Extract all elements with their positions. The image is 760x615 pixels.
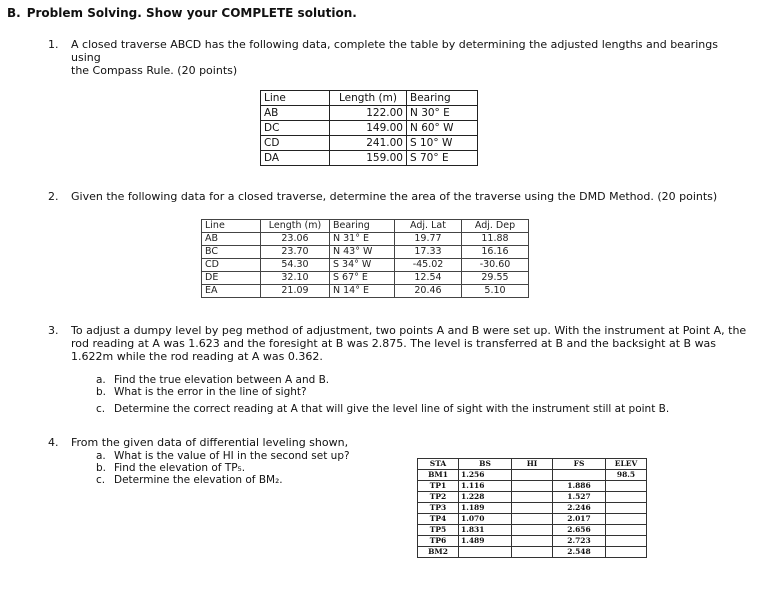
- table-cell: CD: [202, 259, 261, 272]
- subitem-text: Find the elevation of TP₅.: [114, 462, 246, 474]
- table-cell: 17.33: [395, 246, 462, 259]
- table-row: [202, 246, 529, 259]
- problem-4-number: 4.: [48, 436, 59, 449]
- problem-4-text: [71, 436, 401, 449]
- table-cell: N 43° W: [330, 246, 395, 259]
- table-cell: DA: [261, 151, 330, 166]
- subitem: [96, 374, 746, 386]
- table-cell: 1.116: [459, 481, 512, 492]
- table-cell: 2.723: [553, 536, 606, 547]
- table-row: [261, 136, 478, 151]
- column-header: Bearing: [330, 220, 395, 233]
- section-heading: [7, 6, 357, 20]
- problem-4-subitems: [96, 450, 416, 486]
- subitem-text: What is the error in the line of sight?: [114, 386, 307, 398]
- subitem: [96, 474, 416, 486]
- table-cell: AB: [202, 233, 261, 246]
- table-row: [418, 503, 647, 514]
- section-number: B.: [7, 6, 21, 20]
- table-cell: 1.070: [459, 514, 512, 525]
- subitem: [96, 386, 746, 398]
- column-header: Line: [261, 91, 330, 106]
- table-header-row: [418, 459, 647, 470]
- table-cell: 23.70: [261, 246, 330, 259]
- table-cell: TP6: [418, 536, 459, 547]
- table-cell: S 70° E: [407, 151, 478, 166]
- table-cell: BC: [202, 246, 261, 259]
- table-cell: TP1: [418, 481, 459, 492]
- table-cell: 1.831: [459, 525, 512, 536]
- table-cell: 32.10: [261, 272, 330, 285]
- table-row: [261, 121, 478, 136]
- table-cell: [553, 470, 606, 481]
- table-row: [261, 106, 478, 121]
- problem-3-text: [71, 324, 753, 363]
- table-cell: 159.00: [330, 151, 407, 166]
- table-row: [418, 492, 647, 503]
- table-cell: 19.77: [395, 233, 462, 246]
- table-cell: 16.16: [462, 246, 529, 259]
- problem-4-line: From the given data of differential leveling shown,: [71, 436, 349, 449]
- subitem-letter: c.: [96, 403, 106, 415]
- table-cell: [606, 525, 647, 536]
- column-header: HI: [512, 459, 553, 470]
- table-cell: 29.55: [462, 272, 529, 285]
- column-header: ELEV: [606, 459, 647, 470]
- table-row: [418, 514, 647, 525]
- table-cell: 122.00: [330, 106, 407, 121]
- table-cell: N 60° W: [407, 121, 478, 136]
- problem-1-text: [71, 38, 751, 77]
- table-cell: [606, 492, 647, 503]
- subitem-letter: c.: [96, 474, 106, 486]
- subitem-text: Determine the elevation of BM₂.: [114, 474, 283, 486]
- problem-1-number: 1.: [48, 38, 59, 51]
- problem-3-subitems: [96, 374, 746, 415]
- table-cell: 98.5: [606, 470, 647, 481]
- subitem: [96, 462, 416, 474]
- table-cell: 12.54: [395, 272, 462, 285]
- table-cell: [512, 525, 553, 536]
- table-row: [418, 481, 647, 492]
- table-cell: S 10° W: [407, 136, 478, 151]
- table-cell: 1.489: [459, 536, 512, 547]
- subitem-text: What is the value of HI in the second set up?: [114, 450, 350, 462]
- subitem: [96, 450, 416, 462]
- table-cell: 2.548: [553, 547, 606, 558]
- traverse-table-1: [260, 90, 478, 166]
- problem-3-line: To adjust a dumpy level by peg method of adjustment, two points A and B were set up. With the instrument at Point A, the: [71, 324, 747, 337]
- table-row: [202, 285, 529, 298]
- table-cell: N 31° E: [330, 233, 395, 246]
- problem-2-number: 2.: [48, 190, 59, 203]
- table-cell: 21.09: [261, 285, 330, 298]
- table-cell: 1.189: [459, 503, 512, 514]
- column-header: Line: [202, 220, 261, 233]
- table-cell: TP3: [418, 503, 459, 514]
- table-cell: 2.017: [553, 514, 606, 525]
- table-cell: 149.00: [330, 121, 407, 136]
- column-header: BS: [459, 459, 512, 470]
- table-cell: -30.60: [462, 259, 529, 272]
- problem-2-text: [71, 190, 751, 203]
- table-row: [202, 259, 529, 272]
- table-row: [418, 470, 647, 481]
- table-cell: BM2: [418, 547, 459, 558]
- column-header: FS: [553, 459, 606, 470]
- subitem-letter: a.: [96, 450, 106, 462]
- table-cell: N 14° E: [330, 285, 395, 298]
- table-row: [418, 536, 647, 547]
- table-cell: 2.246: [553, 503, 606, 514]
- table-cell: 241.00: [330, 136, 407, 151]
- table-cell: AB: [261, 106, 330, 121]
- differential-leveling-table: [417, 458, 647, 558]
- table-cell: 1.228: [459, 492, 512, 503]
- table-row: [202, 272, 529, 285]
- table-cell: [512, 470, 553, 481]
- column-header: STA: [418, 459, 459, 470]
- dmd-traverse-table: [201, 219, 529, 298]
- table-cell: [512, 503, 553, 514]
- subitem-letter: b.: [96, 462, 107, 474]
- table-cell: [606, 481, 647, 492]
- table-cell: [606, 503, 647, 514]
- table-cell: 1.256: [459, 470, 512, 481]
- table-cell: [606, 536, 647, 547]
- table-cell: 11.88: [462, 233, 529, 246]
- problem-1-line: A closed traverse ABCD has the following data, complete the table by determining the adjusted lengths and bearings using: [71, 38, 718, 64]
- subitem-letter: a.: [96, 374, 106, 386]
- table-cell: TP2: [418, 492, 459, 503]
- table-cell: S 34° W: [330, 259, 395, 272]
- table-header-row: [261, 91, 478, 106]
- table-cell: CD: [261, 136, 330, 151]
- table-cell: [459, 547, 512, 558]
- problem-2-line: Given the following data for a closed traverse, determine the area of the traverse using the DMD Method. (20 points): [71, 190, 718, 203]
- table-cell: 1.527: [553, 492, 606, 503]
- column-header: Bearing: [407, 91, 478, 106]
- column-header: Length (m): [261, 220, 330, 233]
- column-header: Length (m): [330, 91, 407, 106]
- problem-3-number: 3.: [48, 324, 59, 337]
- table-cell: 5.10: [462, 285, 529, 298]
- table-cell: DE: [202, 272, 261, 285]
- column-header: Adj. Lat: [395, 220, 462, 233]
- table-cell: [512, 492, 553, 503]
- table-cell: N 30° E: [407, 106, 478, 121]
- table-cell: BM1: [418, 470, 459, 481]
- subitem: [96, 403, 746, 415]
- subitem-text: Determine the correct reading at A that will give the level line of sight with the instrument still at point B.: [114, 403, 670, 415]
- table-cell: TP4: [418, 514, 459, 525]
- table-header-row: [202, 220, 529, 233]
- table-cell: [606, 547, 647, 558]
- table-row: [261, 151, 478, 166]
- column-header: Adj. Dep: [462, 220, 529, 233]
- table-cell: [606, 514, 647, 525]
- problem-3-line: 1.622m while the rod reading at A was 0.362.: [71, 350, 323, 363]
- table-row: [418, 547, 647, 558]
- table-cell: EA: [202, 285, 261, 298]
- table-cell: DC: [261, 121, 330, 136]
- table-row: [418, 525, 647, 536]
- table-cell: 20.46: [395, 285, 462, 298]
- table-cell: 54.30: [261, 259, 330, 272]
- table-cell: TP5: [418, 525, 459, 536]
- table-cell: -45.02: [395, 259, 462, 272]
- section-title: Problem Solving. Show your COMPLETE solution.: [26, 6, 357, 20]
- table-cell: 23.06: [261, 233, 330, 246]
- table-cell: S 67° E: [330, 272, 395, 285]
- table-cell: [512, 481, 553, 492]
- table-cell: [512, 547, 553, 558]
- table-cell: 2.656: [553, 525, 606, 536]
- table-cell: [512, 536, 553, 547]
- subitem-letter: b.: [96, 386, 107, 398]
- problem-3-line: rod reading at A was 1.623 and the foresight at B was 2.875. The level is transferred at B and the backsight at B was: [71, 337, 717, 350]
- table-row: [202, 233, 529, 246]
- table-cell: 1.886: [553, 481, 606, 492]
- table-cell: [512, 514, 553, 525]
- subitem-text: Find the true elevation between A and B.: [114, 374, 330, 386]
- problem-1-line: the Compass Rule. (20 points): [71, 64, 238, 77]
